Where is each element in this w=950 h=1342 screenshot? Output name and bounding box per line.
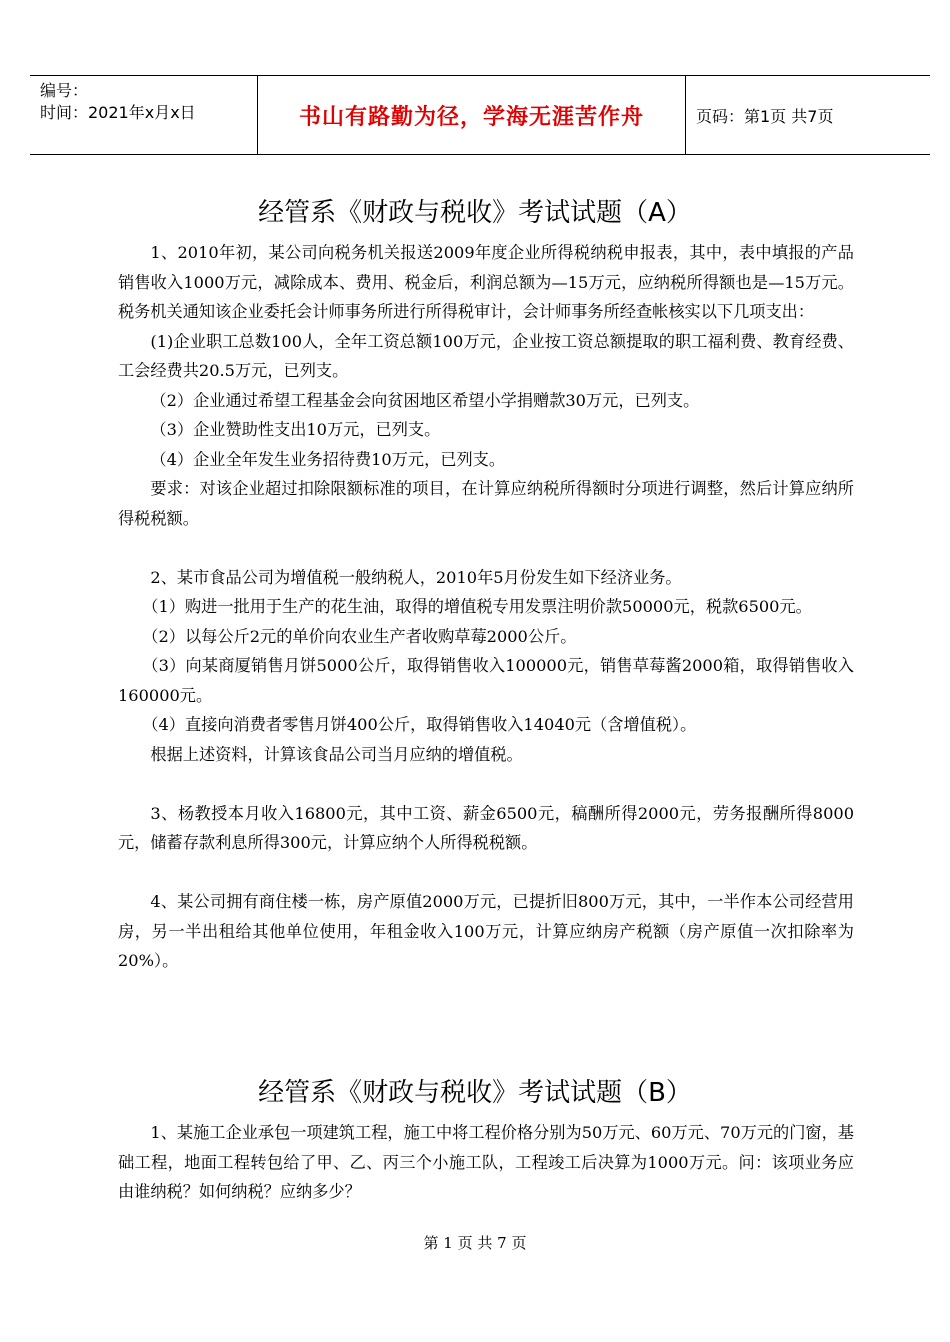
question-2-intro: 2、某市食品公司为增值税一般纳税人，2010年5月份发生如下经济业务。	[150, 567, 682, 587]
section-a-body	[118, 238, 854, 976]
section-b-body	[118, 1118, 854, 1207]
question-1-requirement: 要求：对该企业超过扣除限额标准的项目，在计算应纳税所得额时分项进行调整，然后计算应纳所得税税额。	[118, 479, 854, 528]
header-left-cell	[30, 76, 258, 154]
header-page-info: 页码：第1页 共7页	[696, 106, 834, 126]
question-1-intro: 1、2010年初，某公司向税务机关报送2009年度企业所得税纳税申报表，其中，表中填报的产品销售收入1000万元，减除成本、费用、税金后，利润总额为—15万元，应纳税所得额也是—15万元。税务机关通知该企业委托会计师事务所进行所得税审计，会计师事务所经查帐核实以下几项支出：	[118, 243, 854, 321]
question-2-item-1: （1）购进一批用于生产的花生油，取得的增值税专用发票注明价款50000元，税款6500元。	[142, 597, 812, 616]
question-2-item-3: （3）向某商厦销售月饼5000公斤，取得销售收入100000元，销售草莓酱2000箱，取得销售收入160000元。	[118, 656, 854, 705]
question-2-item-4: （4）直接向消费者零售月饼400公斤，取得销售收入14040元（含增值税）。	[142, 715, 697, 734]
question-2-item-2: （2）以每公斤2元的单价向农业生产者收购草莓2000公斤。	[142, 626, 577, 646]
page-footer: 第 1 页 共 7 页	[423, 1234, 527, 1252]
question-1-item-2: （2）企业通过希望工程基金会向贫困地区希望小学捐赠款30万元，已列支。	[150, 390, 700, 410]
question-2-requirement: 根据上述资料，计算该食品公司当月应纳的增值税。	[150, 744, 523, 764]
question-1-item-3: （3）企业赞助性支出10万元，已列支。	[150, 420, 441, 439]
section-a-title: 经管系《财政与税收》考试试题（A）	[258, 198, 692, 228]
header-motto: 书山有路勤为径，学海无涯苦作舟	[258, 76, 686, 154]
question-1-item-1: (1)企业职工总数100人，全年工资总额100万元，企业按工资总额提取的职工福利费、教育经费、工会经费共20.5万元，已列支。	[118, 331, 854, 380]
question-1-item-4: （4）企业全年发生业务招待费10万元，已列支。	[150, 449, 506, 469]
date-label: 时间：2021年x月x日	[40, 103, 196, 122]
section-b-title: 经管系《财政与税收》考试试题（B）	[258, 1078, 692, 1108]
serial-label: 编号：	[40, 81, 89, 100]
question-b1: 1、某施工企业承包一项建筑工程，施工中将工程价格分别为50万元、60万元、70万元的门窗，基础工程，地面工程转包给了甲、乙、丙三个小施工队，工程竣工后决算为1000万元。问：该项业务应由谁纳税？如何纳税？应纳多少？	[118, 1123, 854, 1201]
question-4: 4、某公司拥有商住楼一栋，房产原值2000万元，已提折旧800万元，其中，一半作本公司经营用房，另一半出租给其他单位使用，年租金收入100万元，计算应纳房产税额（房产原值一次扣除率为20%）。	[118, 892, 854, 970]
header-table	[30, 75, 930, 155]
question-3: 3、杨教授本月收入16800元，其中工资、薪金6500元，稿酬所得2000元，劳务报酬所得8000元，储蓄存款利息所得300元，计算应纳个人所得税税额。	[118, 803, 854, 852]
